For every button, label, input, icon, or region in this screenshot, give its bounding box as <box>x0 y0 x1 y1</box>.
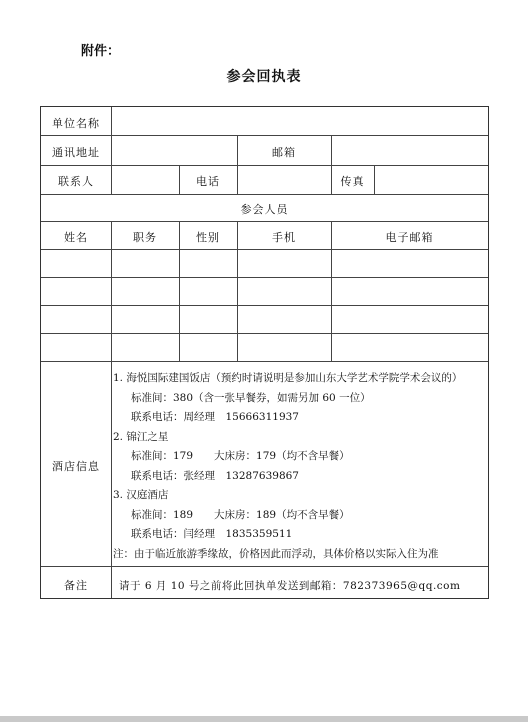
remarks-text: 请于 6 月 10 号之前将此回执单发送到邮箱：782373965@qq.com <box>119 580 461 592</box>
row-divider <box>41 221 488 222</box>
row-divider <box>41 277 488 278</box>
hotel-note: 注：由于临近旅游季缘故，价格因此而浮动，具体价格以实际入住为准 <box>113 547 439 560</box>
hotel-line: 标准间：189 大床房：189（均不含早餐） <box>131 508 350 521</box>
hotel-info-content <box>113 369 462 564</box>
contact-label: 联系人 <box>58 175 94 188</box>
hotel-line: 3. 汉庭酒店 <box>113 489 169 501</box>
fax-label: 传真 <box>340 175 365 188</box>
hotel-line: 联系电话：周经理 15666311937 <box>131 411 299 423</box>
page-title: 参会回执表 <box>226 69 302 85</box>
column-header-position: 职务 <box>133 231 157 244</box>
address-label: 通讯地址 <box>52 146 100 159</box>
row-divider <box>41 566 488 567</box>
column-divider <box>111 107 112 194</box>
hotel-line: 联系电话：张经理 13287639867 <box>131 469 299 482</box>
registration-form <box>40 106 489 599</box>
phone-label: 电话 <box>196 175 220 188</box>
hotel-line: 1. 海悦国际建国饭店（预约时请说明是参加山东大学艺术学院学术会议的） <box>113 372 463 384</box>
hotel-line: 联系电话：闫经理 1835359511 <box>131 528 293 540</box>
unit-name-label: 单位名称 <box>52 117 100 130</box>
column-header-email: 电子邮箱 <box>385 231 434 244</box>
remarks-label: 备注 <box>64 579 88 592</box>
attendees-header: 参会人员 <box>240 203 289 216</box>
row-divider <box>41 194 488 195</box>
column-divider <box>374 165 375 194</box>
column-divider <box>237 165 238 194</box>
postcode-label: 邮箱 <box>272 146 296 159</box>
hotel-line: 标准间：179 大床房：179（均不含早餐） <box>131 450 350 462</box>
row-divider <box>41 305 488 306</box>
column-header-name: 姓名 <box>64 231 88 244</box>
column-header-gender: 性别 <box>196 231 220 244</box>
row-divider <box>41 249 488 250</box>
row-divider <box>41 135 488 136</box>
row-divider <box>41 165 488 166</box>
attachment-label: 附件： <box>81 44 121 59</box>
row-divider <box>41 361 488 362</box>
row-divider <box>41 333 488 334</box>
column-divider <box>111 221 112 598</box>
column-divider <box>331 135 332 165</box>
bottom-edge <box>0 716 528 722</box>
hotel-info-label: 酒店信息 <box>52 460 100 473</box>
hotel-line: 2. 锦江之星 <box>113 430 169 443</box>
column-header-mobile: 手机 <box>272 231 296 244</box>
hotel-line: 标准间：380（含一张早餐券，如需另加 60 一位） <box>131 391 371 404</box>
